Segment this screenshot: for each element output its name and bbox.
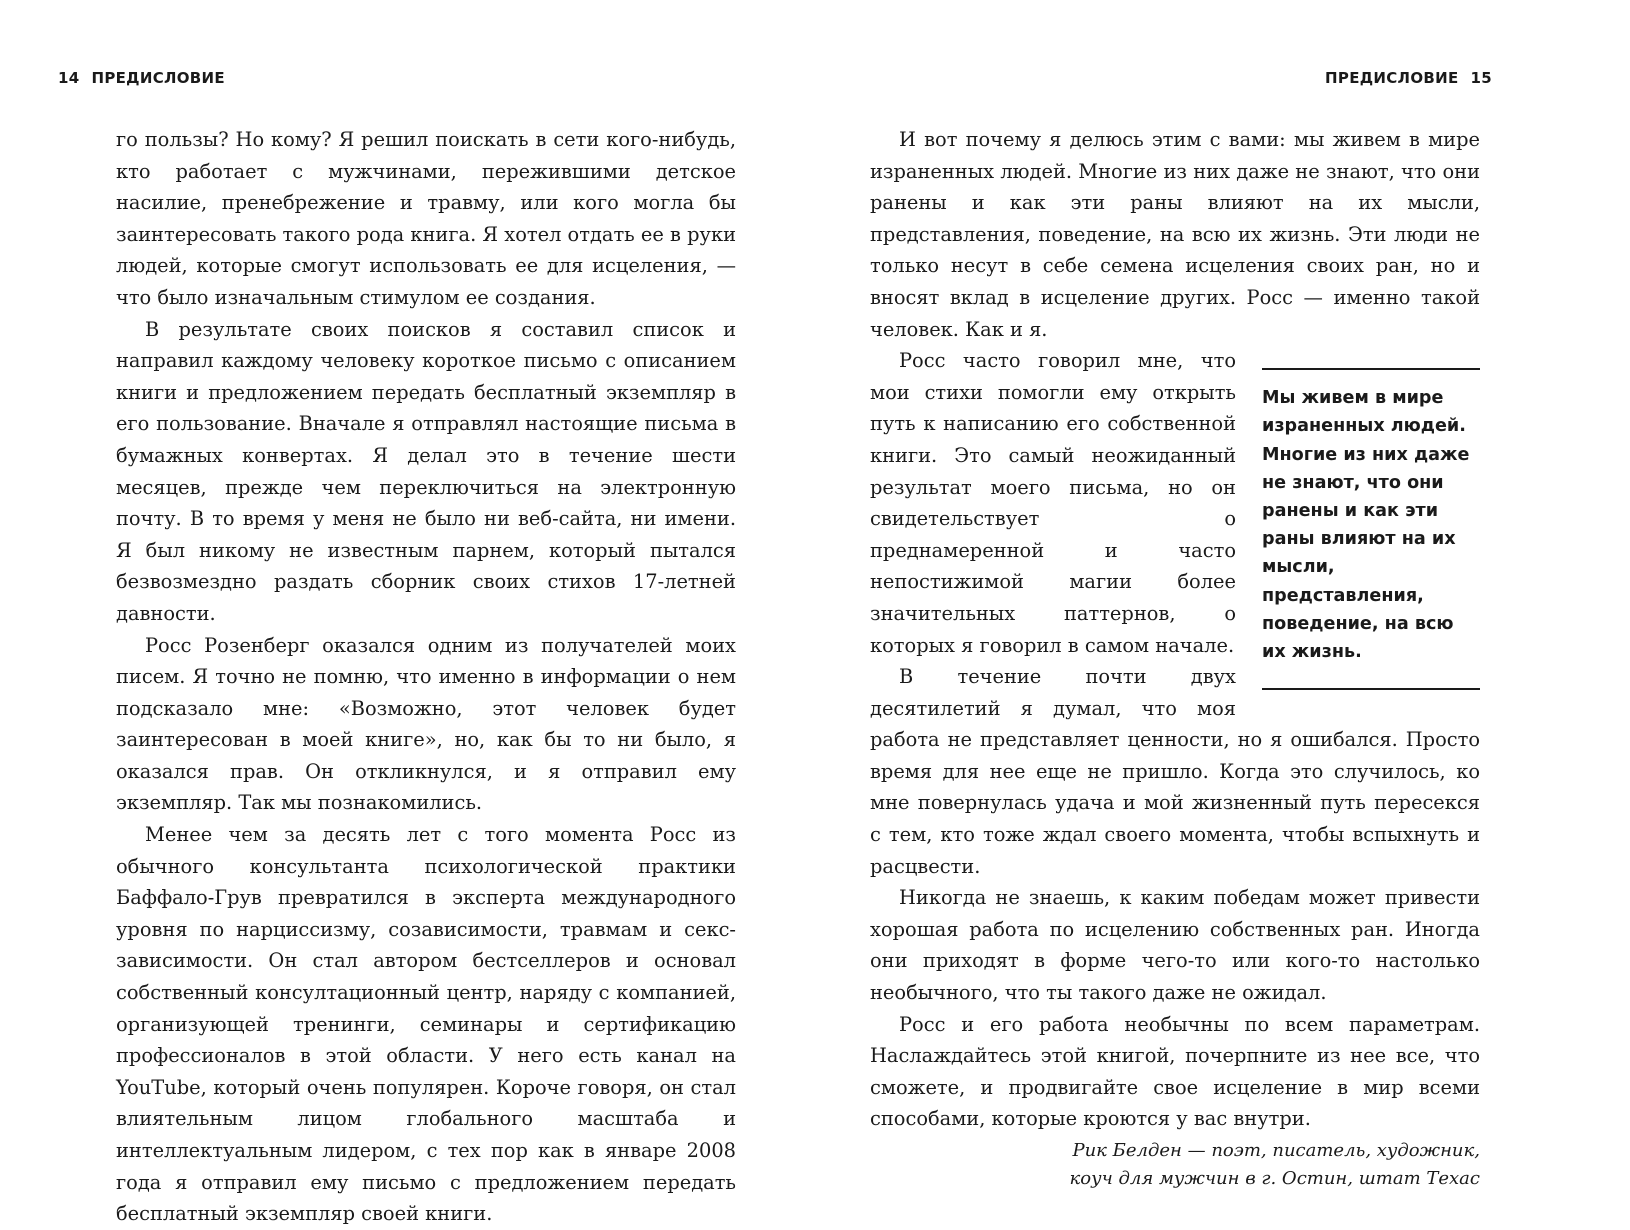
paragraph: го пользы? Но кому? Я решил поискать в сети кого-нибудь, кто работает с мужчинами, пережившими детское насилие, пренебрежение и травму, или кого могла бы заинтересовать такого рода книга. Я хотел отдать ее в руки людей, которые смогут использовать ее для исцеления, — что было изначальным стимулом ее создания. [116,128,736,309]
paragraph: В течение почти двух десятилетий я думал, что моя работа не представляет ценности, но я ошибался. Просто время для нее еще не пришло. Когда это случилось, ко мне повернулась удача и мой жизненный путь пересекся с тем, кто тоже ждал своего момента, чтобы вспыхнуть и расцвести. [870,665,1480,878]
paragraph: И вот почему я делюсь этим с вами: мы живем в мире израненных людей. Многие из них даже не знают, что они ранены и как эти раны влияют на их мысли, представления, поведение, на всю их жизнь. Эти люди не только несут в себе семена исцеления своих ран, но и вносят вклад в исцеление других. Росс — именно такой человек. Как и я. [870,128,1480,341]
paragraph: Росс Розенберг оказался одним из получателей моих писем. Я точно не помню, что именно в информации о нем подсказало мне: «Возможно, этот человек будет заинтересован в моей книге», но, как бы то ни было, я оказался прав. Он откликнулся, и я отправил ему экземпляр. Так мы познакомились. [116,633,736,815]
paragraph: Росс часто говорил мне, что мои стихи помогли ему открыть путь к написанию его собственной книги. Это самый неожиданный результат моего письма, но он свидетельствует о преднамеренной и часто непостижимой магии более значительных паттернов, о которых я говорил в самом начале. [870,349,1236,657]
left-page-number: 14 [58,69,80,87]
right-page-body [870,124,1480,1193]
right-page-header [1325,66,1492,90]
right-running-head: ПРЕДИСЛОВИЕ [1325,69,1459,87]
pull-quote: Мы живем в мире израненных людей. Многие из них даже не знают, что они ранены и как эти раны влияют на их мысли, представления, поведение, на всю их жизнь. [1262,368,1480,690]
left-page-body [116,124,736,1230]
left-running-head: ПРЕДИСЛОВИЕ [91,69,225,87]
paragraph: Росс и его работа необычны по всем параметрам. Наслаждайтесь этой книгой, почерпните из нее все, что сможете, и продвигайте свое исцеление в мир всеми способами, которые кроются у вас внутри. [870,1012,1480,1131]
signature-line: коуч для мужчин в г. Остин, штат Техас [1069,1168,1480,1189]
paragraph: Менее чем за десять лет с того момента Росс из обычного консультанта психологической практики Баффало-Грув превратился в эксперта международного уровня по нарциссизму, созависимости, травмам и секс-зависимости. Он стал автором бестселлеров и основал собственный консултационный центр, наряду с компанией, организующей тренинги, семинары и сертификацию профессионалов в этой области. У него есть канал на YouTube, который очень популярен. Короче говоря, он стал влиятельным лицом глобального масштаба и интеллектуальным лидером, с тех пор как в январе 2008 года я отправил ему письмо с предложением передать бесплатный экземпляр своей книги. [116,823,736,1226]
left-page-header [58,66,225,90]
paragraph: Никогда не знаешь, к каким победам может привести хорошая работа по исцелению собственных ран. Иногда они приходят в форме чего-то или кого-то настолько необычного, что ты такого даже не ожидал. [870,886,1480,1005]
signature-line: Рик Белден — поэт, писатель, художник, [1072,1140,1480,1161]
paragraph: В результате своих поисков я составил список и направил каждому человеку короткое письмо с описанием книги и предложением передать бесплатный экземпляр в его пользование. Вначале я отправлял настоящие письма в бумажных конвертах. Я делал это в течение шести месяцев, прежде чем переключиться на электронную почту. В то время у меня не было ни веб-сайта, ни имени. Я был никому не известным парнем, который пытался безвозмездно раздать сборник своих стихов 17-летней давности. [116,317,736,625]
right-page-number: 15 [1470,69,1492,87]
author-signature [870,1137,1480,1193]
